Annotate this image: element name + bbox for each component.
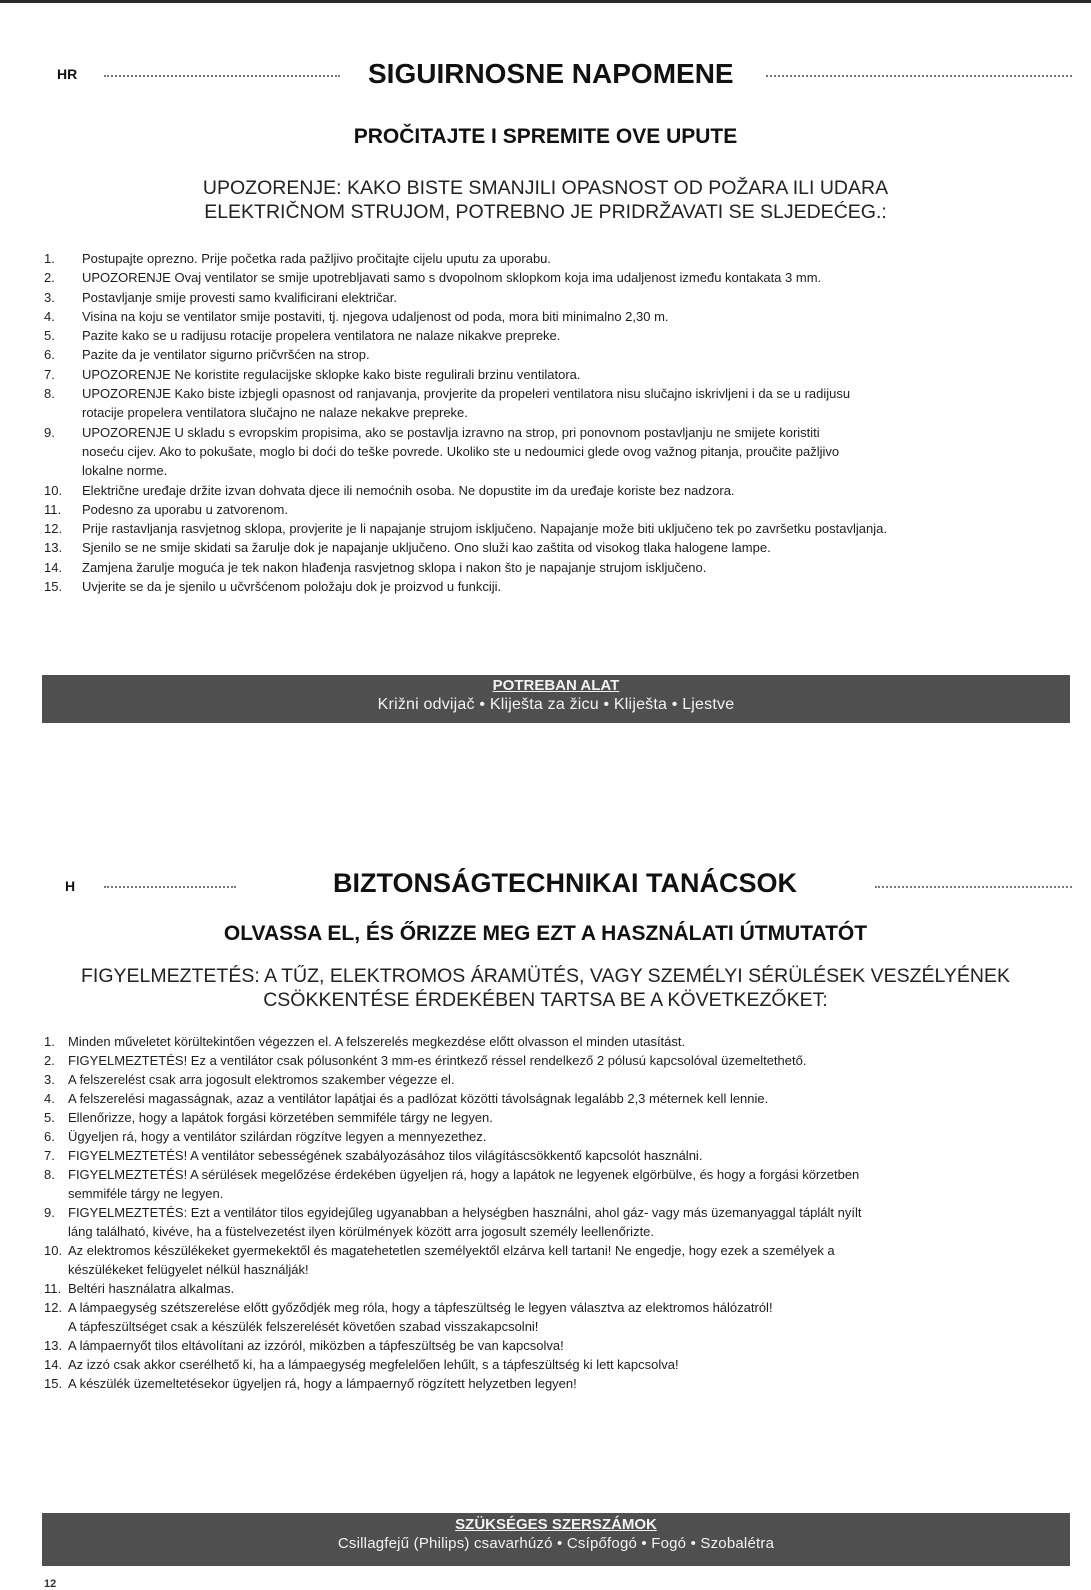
warning-line: FIGYELMEZTETÉS: A TŰZ, ELEKTROMOS ÁRAMÜTÉS, VAGY SZEMÉLYI SÉRÜLÉSEK VESZÉLYÉNEK	[80, 965, 1011, 987]
section-title: BIZTONSÁGTECHNIKAI TANÁCSOK	[333, 868, 797, 898]
list-item	[44, 288, 1074, 307]
item-text-line: semmiféle tárgy ne legyen.	[68, 1186, 224, 1201]
item-number: 1.	[44, 1034, 55, 1049]
item-number: 2.	[44, 1053, 55, 1068]
list-item	[44, 1336, 1074, 1355]
item-number: 14.	[44, 1357, 63, 1372]
item-number: 3.	[44, 1072, 55, 1087]
item-text-line: FIGYELMEZTETÉS! Ez a ventilátor csak pólusonként 3 mm-es érintkező réssel rendelkező 2 pólusú kapcsolóval üzemeltethető.	[68, 1053, 807, 1068]
warning-line: CSÖKKENTÉSE ÉRDEKÉBEN TARTSA BE A KÖVETKEZŐKET:	[263, 989, 828, 1012]
item-number: 8.	[44, 386, 55, 402]
item-text-line: rotacije propelera ventilatora slučajno ne nalaze nekakve prepreke.	[82, 405, 468, 421]
language-code: H	[65, 878, 76, 894]
item-text-line: Az izzó csak akkor cserélhető ki, ha a lámpaegység megfelelően lehűlt, s a tápfeszültség ki lett kapcsolva!	[68, 1357, 679, 1372]
item-text-line: Ellenőrizze, hogy a lapátok forgási körzetében semmiféle tárgy ne legyen.	[68, 1110, 493, 1125]
item-number: 9.	[44, 1205, 55, 1220]
item-text-line: A felszerelést csak arra jogosult elektromos szakember végezze el.	[68, 1072, 455, 1087]
item-text-line: Električne uređaje držite izvan dohvata djece ili nemoćnih osoba. Ne dopustite im da uređaje koriste bez nadzora.	[82, 482, 735, 498]
item-number: 15.	[44, 1376, 63, 1391]
item-text-line: A lámpaegység szétszerelése előtt győződjék meg róla, hogy a tápfeszültség le legyen választva az elektromos hálózatról!	[68, 1300, 773, 1315]
list-item	[44, 538, 1074, 557]
item-number: 6.	[44, 1129, 55, 1144]
list-item	[44, 365, 1074, 384]
top-rule	[0, 0, 1091, 3]
item-text-line: A tápfeszültséget csak a készülék felszerelését követően szabad visszakapcsolni!	[68, 1319, 539, 1334]
item-text-line: Pazite da je ventilator sigurno pričvršćen na strop.	[82, 347, 370, 363]
item-number: 12.	[44, 1300, 63, 1315]
item-text-line: noseću cijev. Ako to pokušate, moglo bi doći do teške povrede. Ukoliko ste u nedoumici glede ovog važnog pitanja, proučite pažljivo	[82, 443, 840, 459]
page-number: 12	[44, 1578, 57, 1590]
list-item	[44, 1146, 1074, 1165]
list-item	[44, 1241, 1074, 1279]
warning-line: ELEKTRIČNOM STRUJOM, POTREBNO JE PRIDRŽAVATI SE SLJEDEĆEG.:	[204, 201, 887, 224]
item-number: 11.	[44, 501, 62, 517]
item-text-line: UPOZORENJE Ne koristite regulacijske sklopke kako biste regulirali brzinu ventilatora.	[82, 366, 581, 382]
item-number: 3.	[44, 289, 55, 305]
item-text-line: FIGYELMEZTETÉS: Ezt a ventilátor tilos egyidejűleg ugyanabban a helységben használni, ahol gáz- vagy más üzemanyaggal táplált nyílt	[68, 1205, 862, 1220]
item-number: 11.	[44, 1281, 62, 1296]
list-item	[44, 307, 1074, 326]
item-text-line: Beltéri használatra alkalmas.	[68, 1281, 235, 1296]
dotted-leader-left	[104, 75, 340, 77]
item-number: 8.	[44, 1167, 55, 1182]
tools-title: SZÜKSÉGES SZERSZÁMOK	[455, 1516, 657, 1533]
dotted-leader-left	[104, 886, 236, 888]
item-number: 7.	[44, 1148, 55, 1163]
item-number: 15.	[44, 579, 63, 595]
tools-list: Csillagfejű (Philips) csavarhúzó • Csípőfogó • Fogó • Szobalétra	[337, 1535, 775, 1552]
item-text-line: Az elektromos készülékeket gyermekektől és magatehetetlen személyektől elzárva kell tartani! Ne engedje, hogy ezek a személyek a	[68, 1243, 835, 1258]
list-item	[44, 1279, 1074, 1298]
item-text-line: Uvjerite se da je sjenilo u učvršćenom položaju dok je proizvod u funkciji.	[82, 579, 502, 595]
list-item	[44, 1051, 1074, 1070]
warning-statement	[0, 964, 1091, 1013]
item-text-line: Postavljanje smije provesti samo kvalificirani električar.	[82, 289, 398, 305]
safety-list	[44, 1032, 1074, 1393]
section-subtitle: PROČITAJTE I SPREMITE OVE UPUTE	[353, 125, 738, 148]
list-item	[44, 1127, 1074, 1146]
list-item	[44, 1298, 1074, 1336]
item-number: 10.	[44, 1243, 63, 1258]
item-text-line: Minden műveletet körültekintően végezzen el. A felszerelés megkezdése előtt olvasson el minden utasítást.	[68, 1034, 686, 1049]
safety-list	[44, 249, 1074, 596]
tools-banner	[42, 1513, 1070, 1566]
item-number: 6.	[44, 347, 55, 363]
list-item	[44, 577, 1074, 596]
item-text-line: láng található, kivéve, ha a füstelvezetést ilyen körülmények között arra jogosult személy leellenőrizte.	[68, 1224, 655, 1239]
item-text-line: Zamjena žarulje moguća je tek nakon hlađenja rasvjetnog sklopa i nakon što je napajanje strujom isključeno.	[82, 559, 707, 575]
list-item	[44, 1108, 1074, 1127]
list-item	[44, 345, 1074, 364]
item-text-line: Ügyeljen rá, hogy a ventilátor szilárdan rögzítve legyen a mennyezethez.	[68, 1129, 487, 1144]
list-item	[44, 558, 1074, 577]
item-number: 5.	[44, 1110, 55, 1125]
item-number: 7.	[44, 366, 55, 382]
item-text-line: Pazite kako se u radijusu rotacije propelera ventilatora ne nalaze nikakve prepreke.	[82, 328, 561, 344]
list-item	[44, 1355, 1074, 1374]
item-number: 2.	[44, 270, 55, 286]
list-item	[44, 326, 1074, 345]
list-item	[44, 384, 1074, 423]
item-number: 10.	[44, 482, 63, 498]
item-number: 4.	[44, 1091, 55, 1106]
item-number: 1.	[44, 251, 55, 266]
item-number: 13.	[44, 1338, 63, 1353]
tools-list: Križni odvijač • Kliješta za žicu • Kliješta • Ljestve	[377, 696, 735, 713]
tools-title: POTREBAN ALAT	[492, 677, 620, 694]
item-number: 13.	[44, 540, 63, 556]
list-item	[44, 1203, 1074, 1241]
item-text-line: Postupajte oprezno. Prije početka rada pažljivo pročitajte cijelu uputu za uporabu.	[82, 251, 552, 266]
dotted-leader-right	[875, 886, 1072, 888]
language-code: HR	[57, 66, 78, 82]
item-text-line: UPOZORENJE Kako biste izbjegli opasnost od ranjavanja, provjerite da propeleri ventilatora nisu slučajno iskrivljeni i da se u radijusu	[82, 386, 851, 402]
item-number: 9.	[44, 424, 55, 440]
list-item	[44, 1089, 1074, 1108]
item-text-line: készülékeket felügyelet nélkül használják!	[68, 1262, 309, 1277]
item-number: 12.	[44, 521, 63, 537]
item-text-line: UPOZORENJE Ovaj ventilator se smije upotrebljavati samo s dvopolnom sklopkom koja ima udaljenost između kontakata 3 mm.	[82, 270, 822, 286]
tools-banner	[42, 675, 1070, 723]
list-item	[44, 519, 1074, 538]
item-text-line: UPOZORENJE U skladu s evropskim propisima, ako se postavlja izravno na strop, pri ponovnom postavljanju ne smijete koristiti	[82, 424, 820, 440]
item-text-line: lokalne norme.	[82, 463, 168, 479]
item-text-line: Visina na koju se ventilator smije postaviti, tj. njegova udaljenost od poda, mora biti minimalno 2,30 m.	[82, 308, 669, 324]
item-text-line: Podesno za uporabu u zatvorenom.	[82, 501, 288, 517]
item-text-line: A felszerelési magasságnak, azaz a ventilátor lapátjai és a padlózat közötti távolságnak legalább 2,3 méternek kell lennie.	[68, 1091, 769, 1106]
list-item	[44, 1070, 1074, 1089]
item-text-line: FIGYELMEZTETÉS! A ventilátor sebességének szabályozásához tilos világításcsökkentő kapcsolót használni.	[68, 1148, 703, 1163]
section-title: SIGUIRNOSNE NAPOMENE	[368, 58, 734, 89]
warning-line: UPOZORENJE: KAKO BISTE SMANJILI OPASNOST OD POŽARA ILI UDARA	[202, 177, 889, 199]
list-item	[44, 1374, 1074, 1393]
list-item	[44, 249, 1074, 268]
list-item	[44, 1032, 1074, 1051]
list-item	[44, 268, 1074, 287]
item-text-line: Prije rastavljanja rasvjetnog sklopa, provjerite je li napajanje strujom isključeno. Napajanje može biti uključeno tek po završetku postavljanja.	[82, 521, 887, 537]
section-subtitle: OLVASSA EL, ÉS ŐRIZZE MEG EZT A HASZNÁLATI ÚTMUTATÓT	[223, 922, 868, 945]
item-number: 4.	[44, 308, 55, 324]
item-text-line: Sjenilo se ne smije skidati sa žarulje dok je napajanje uključeno. Ono služi kao zaštita od visokog tlaka halogene lampe.	[82, 540, 771, 556]
item-number: 14.	[44, 559, 63, 575]
warning-statement	[0, 176, 1091, 225]
item-text-line: A készülék üzemeltetésekor ügyeljen rá, hogy a lámpaernyő rögzített helyzetben legyen!	[68, 1376, 577, 1391]
list-item	[44, 1165, 1074, 1203]
item-number: 5.	[44, 328, 55, 344]
list-item	[44, 500, 1074, 519]
item-text-line: FIGYELMEZTETÉS! A sérülések megelőzése érdekében ügyeljen rá, hogy a lapátok ne legyenek elgörbülve, és hogy a forgási körzetben	[68, 1167, 860, 1182]
list-item	[44, 481, 1074, 500]
dotted-leader-right	[766, 75, 1072, 77]
item-text-line: A lámpaernyőt tilos eltávolítani az izzóról, miközben a tápfeszültség be van kapcsolva!	[68, 1338, 564, 1353]
list-item	[44, 423, 1074, 481]
